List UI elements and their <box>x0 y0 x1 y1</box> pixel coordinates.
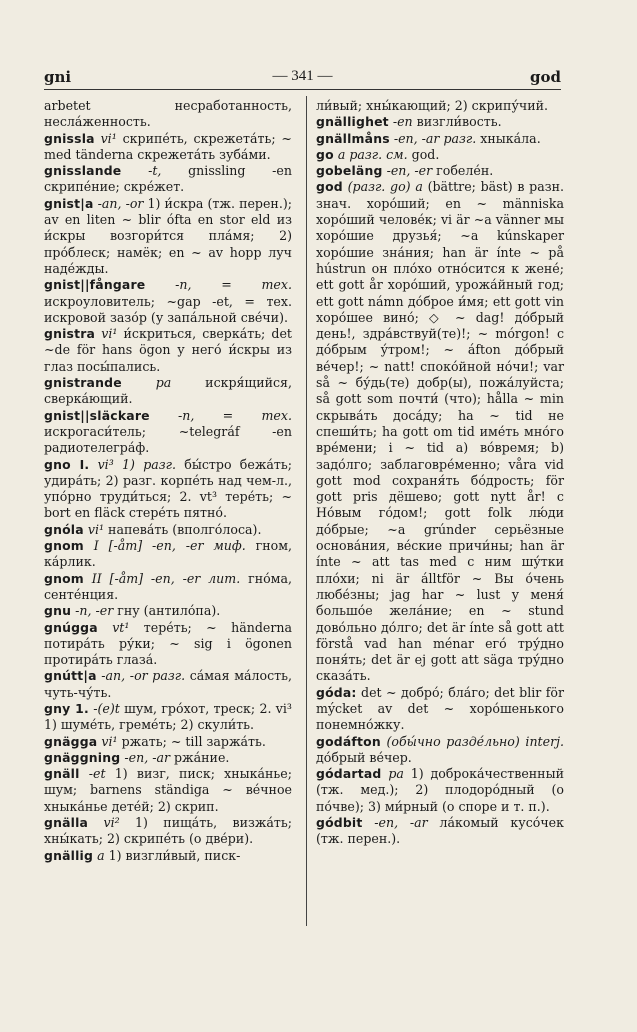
dictionary-entry <box>316 147 564 163</box>
entry-definition: бы́стро бежа́ть; удира́ть; 2) разг. корпе́ть над чем-л., упо́рно труди́ться; 2. vt³ тере́ть; ~ bort en fläck стере́ть пятно́. <box>44 456 292 521</box>
entry-headword: gódbit <box>316 815 363 831</box>
dictionary-entry <box>44 457 292 522</box>
entry-definition: ла́комый кусо́чек (тж. перен.). <box>316 815 564 847</box>
entry-grammar: I [-åm] -en, -er миф. <box>93 538 246 554</box>
entry-headword: gny 1. <box>44 700 89 716</box>
entry-headword: gnällmåns <box>316 130 390 146</box>
entry-headword: gnist|a <box>44 195 94 211</box>
entry-headword: go <box>316 146 334 162</box>
entry-grammar: -en, -er <box>386 163 433 179</box>
entry-definition: gnissling -en скрипе́ние; скре́жет. <box>44 163 292 195</box>
entry-grammar: -t, <box>148 163 162 179</box>
entry-headword: gnistrande <box>44 375 122 391</box>
entry-grammar: vi³ 1) разг. <box>97 456 176 472</box>
entry-grammar: -n, -er <box>75 603 114 619</box>
entry-grammar: vi² <box>103 815 120 831</box>
entry-definition: гну (антило́па). <box>117 603 221 619</box>
right-column <box>316 98 564 848</box>
dictionary-entry <box>44 571 292 604</box>
entry-definition: det ~ добро́; бла́го; det blir för mýcket av det ~ хоро́шенького понемно́жку. <box>316 684 564 733</box>
entry-definition: шум, гро́хот, треск; 2. vi³ 1) шуме́ть, гремéть; 2) скули́ть. <box>44 700 292 733</box>
entry-headword: gnäll <box>44 766 80 782</box>
entry-grammar: vi¹ <box>87 521 105 537</box>
dictionary-entry <box>316 163 564 179</box>
dictionary-entry <box>316 766 564 815</box>
entry-definition: 1) пища́ть, визжа́ть; хны́кать; 2) скрипе́ть (о две́ри). <box>44 815 292 847</box>
dictionary-entry <box>44 538 292 571</box>
entry-definition: 1) визг, писк; хныка́нье; шум; barnens ständiga ~ ве́чное хныка́нье дете́й; 2) скрип. <box>44 766 292 814</box>
dictionary-entry <box>44 701 292 734</box>
entry-definition: хныка́ла. <box>480 130 541 146</box>
page-header <box>44 68 561 88</box>
entry-grammar: -n, = тех. <box>175 277 292 293</box>
dictionary-entry <box>44 603 292 619</box>
entry-grammar: a разг. см. <box>337 146 408 162</box>
dictionary-entry <box>44 766 292 815</box>
entry-definition: и́скриться, сверка́ть; det ~de för hans ögon у него́ и́скры из глаз посы́пались. <box>44 326 292 374</box>
entry-definition: искрогаси́тель; ~telegráf -en радиотелегра́ф. <box>44 423 292 456</box>
entry-definition: гобеле́н. <box>436 163 494 179</box>
entry-headword: gnist||fångare <box>44 277 146 293</box>
entry-definition: ржа́ние. <box>174 749 230 765</box>
entry-headword: god <box>316 179 343 195</box>
entry-headword: gnúgga <box>44 619 98 635</box>
entry-headword: godáfton <box>316 733 381 749</box>
entry-grammar: vi¹ <box>100 130 117 146</box>
dictionary-entry <box>316 98 564 114</box>
entry-headword: gnist||släckare <box>44 407 150 423</box>
left-column <box>44 98 292 864</box>
entry-definition: скрипе́ть, скрежета́ть; ~ med tänderna скрежета́ть зуба́ми. <box>44 130 292 162</box>
header-rule <box>44 89 561 90</box>
dictionary-entry <box>44 375 292 408</box>
entry-definition: искря́щийся, сверка́ющий. <box>44 375 292 407</box>
entry-definition: гном, ка́рлик. <box>44 538 292 570</box>
dictionary-entry <box>44 620 292 669</box>
entry-headword: gnisslande <box>44 163 122 179</box>
entry-grammar: II [-åm] -en, -er лит. <box>91 570 241 586</box>
entry-grammar: -en, -ar <box>124 749 170 765</box>
entry-definition: до́брый ве́чер. <box>316 749 412 765</box>
entry-headword: gnällighet <box>316 114 389 130</box>
dictionary-entry <box>316 815 564 848</box>
entry-headword: gnom <box>44 570 84 586</box>
dictionary-entry <box>316 685 564 734</box>
entry-headword: gobeläng <box>316 163 383 179</box>
entry-headword: gnu <box>44 603 72 619</box>
entry-headword: gnóla <box>44 521 84 537</box>
entry-grammar: -en, -ar разг. <box>393 130 477 146</box>
entry-headword: gnistra <box>44 326 96 342</box>
guide-word-left: gni <box>44 68 72 86</box>
entry-grammar: -et <box>88 766 106 782</box>
dictionary-entry <box>44 522 292 538</box>
dictionary-entry <box>44 196 292 277</box>
entry-definition: ржать; ~ till заржа́ть. <box>121 733 266 749</box>
entry-definition: визгли́вость. <box>416 114 502 130</box>
entry-headword: gnägga <box>44 733 98 749</box>
dictionary-entry <box>44 848 292 864</box>
entry-definition: 1) визгли́вый, писк- <box>108 847 241 863</box>
entry-headword: góda: <box>316 684 357 700</box>
entry-definition: 1) доброка́чественный (тж. мед.); 2) плодоро́дный (о по́чве); 3) ми́рный (о споре и т. п.). <box>316 766 564 814</box>
entry-headword: gnällig <box>44 847 94 863</box>
entry-headword: gódartad <box>316 766 382 782</box>
entry-definition: arbetet несработанность, несла́женность. <box>44 98 292 130</box>
column-divider <box>306 96 307 926</box>
entry-definition: тере́ть; ~ händerna потира́ть ру́ки; ~ sig i ögonen протира́ть глаза́. <box>44 619 292 668</box>
entry-grammar: (разг. go) a <box>347 179 423 195</box>
entry-headword: gnäggning <box>44 749 121 765</box>
entry-headword: gnútt|a <box>44 668 97 684</box>
entry-grammar: vi¹ <box>101 326 118 342</box>
entry-definition: гно́ма, сенте́нция. <box>44 570 292 602</box>
dictionary-entry <box>44 750 292 766</box>
entry-grammar: pa <box>388 766 404 782</box>
dictionary-entry <box>44 668 292 701</box>
entry-grammar: -en, -ar <box>374 815 428 831</box>
entry-grammar: -an, -or разг. <box>101 668 186 684</box>
entry-grammar: (обы́чно разде́льно) interj. <box>386 733 564 749</box>
entry-grammar: vt¹ <box>112 619 130 635</box>
entry-definition: (bättre; bäst) в разн. знач. хоро́ший; en ~ människa хоро́ший челове́к; vi är ~a vänner мы хоро́шие друзья́; ~a kúnskaper хоро́шие зна́ния; han är ínte ~ på hústrun он пло́хо отно́сится к жене́; ett gott år хоро́ший, урожа́йный год; ett gott námn до́брое и́мя; ett gott vin хоро́шее вино́; ◇ ~ dag! до́брый день!, здра́вствуй(те)!; ~ mórgon! с до́брым у́тром!; ~ áfton до́брый ве́чер!; ~ natt! споко́йной но́чи!; var så ~ бу́дь(те) добр(ы), пожа́луйста; så gott som почти́ (что); hålla ~ min скрыва́ть доса́ду; ha ~ tid не спеши́ть; ha gott om tid име́ть мно́го вре́мени; i ~ tid а) во́время; b) задо́лго; заблаговре́менно; våra vid gott mod сохраня́ть бо́дрость; för gott pris дёшево; gott nytt år! с Но́вым го́дом!; gott folk лю́ди до́брые; ~a grúnder серьёзные основа́ния, ве́ские причи́ны; han är ínte ~ att tas med с ним шу́тки пло́хи; ni är álltför ~ Вы о́чень любе́зны; jag har ~ lust у меня́ большо́е жела́ние; en ~ stund дово́льно до́лго; det är ínte så gott att förstå vad han ménar его́ тру́дно поня́ть; det är ej gott att säga тру́дно сказа́ть. <box>316 179 564 684</box>
dictionary-entry <box>44 815 292 848</box>
entry-headword: gnälla <box>44 815 89 831</box>
page-number: — 341 — <box>272 68 333 84</box>
entry-definition: са́мая ма́лость, чуть-чу́ть. <box>44 668 292 700</box>
entry-grammar: vi¹ <box>101 733 118 749</box>
entry-headword: gnissla <box>44 130 95 146</box>
entry-grammar: a <box>97 847 105 863</box>
dictionary-entry <box>44 98 292 131</box>
dictionary-entry <box>316 114 564 130</box>
entry-definition: 1) и́скра (тж. перен.); av en liten ~ blir ófta en stor eld из и́скры возгори́тся пла́мя; 2) про́блеск; намёк; en ~ av hopp луч наде́жды. <box>44 195 292 276</box>
entry-definition: напева́ть (вполго́лоса). <box>108 521 262 537</box>
entry-headword: gno I. <box>44 456 90 472</box>
entry-headword: gnom <box>44 538 84 554</box>
entry-grammar: -n, = тех. <box>178 407 292 423</box>
dictionary-entry <box>44 163 292 196</box>
dictionary-entry <box>44 734 292 750</box>
entry-definition: искроуловитель; ~gap -et, = тех. искровой зазо́р (у запа́льной све́чи). <box>44 293 292 325</box>
dictionary-entry <box>316 179 564 684</box>
dictionary-entry <box>316 734 564 767</box>
entry-definition: ли́вый; хны́кающий; 2) скрипу́чий. <box>316 98 548 113</box>
entry-definition: god. <box>411 146 440 162</box>
dictionary-entry <box>44 277 292 326</box>
entry-grammar: -(e)t <box>93 700 120 716</box>
entry-grammar: pa <box>155 375 172 391</box>
guide-word-right: god <box>530 68 561 86</box>
entry-grammar: -an, -or <box>97 195 144 211</box>
dictionary-entry <box>44 131 292 164</box>
dictionary-entry <box>44 326 292 375</box>
entry-grammar: -en <box>392 114 413 130</box>
dictionary-entry <box>316 131 564 147</box>
dictionary-entry <box>44 408 292 457</box>
